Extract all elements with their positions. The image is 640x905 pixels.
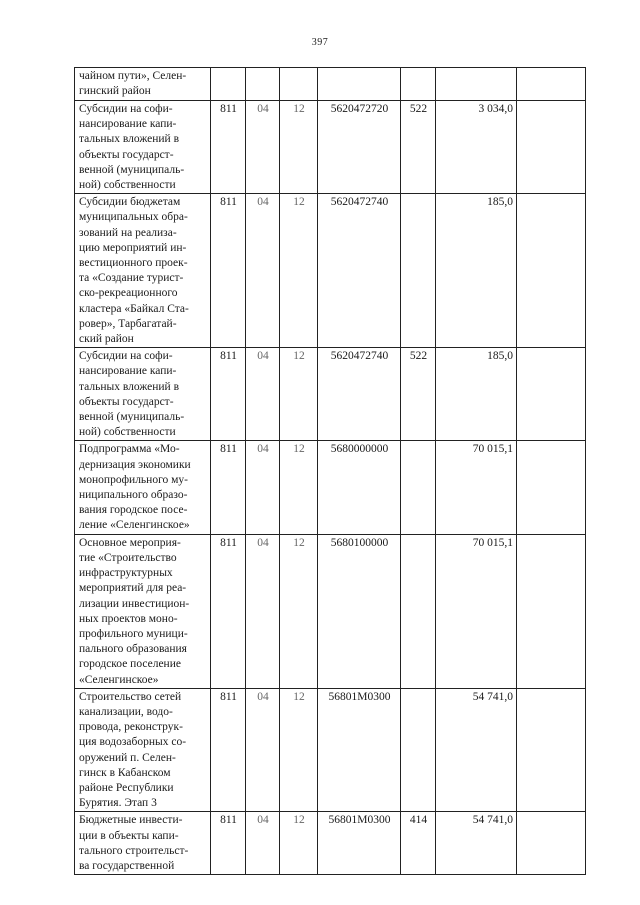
admin-code-cell: 811 xyxy=(211,348,246,441)
section-code-cell: 04 xyxy=(246,441,280,534)
amount-cell: 185,0 xyxy=(436,194,517,348)
row-name-cell: Основное мероприя- тие «Строительство инфраструктурных мероприятий для реа- лизации инвестицион- ных проектов моно- профильного муници- пального образования городское поселение «Селенгинское» xyxy=(75,534,211,688)
page-number: 397 xyxy=(311,37,329,48)
section-code-cell xyxy=(246,68,280,101)
section-code-cell: 04 xyxy=(246,101,280,194)
target-article-cell: 56801M0300 xyxy=(318,688,401,812)
expense-type-cell xyxy=(401,534,436,688)
expense-type-cell xyxy=(401,688,436,812)
amount-cell: 70 015,1 xyxy=(436,441,517,534)
table-row xyxy=(75,68,586,101)
table-row xyxy=(75,534,586,688)
table-row xyxy=(75,348,586,441)
budget-table xyxy=(74,67,586,875)
table-row xyxy=(75,688,586,812)
extra-cell xyxy=(517,101,586,194)
section-code-cell: 04 xyxy=(246,534,280,688)
subsection-code-cell: 12 xyxy=(280,441,318,534)
target-article-cell: 56801M0300 xyxy=(318,812,401,875)
extra-cell xyxy=(517,534,586,688)
amount-cell: 54 741,0 xyxy=(436,688,517,812)
extra-cell xyxy=(517,688,586,812)
expense-type-cell: 522 xyxy=(401,348,436,441)
subsection-code-cell: 12 xyxy=(280,534,318,688)
row-name-cell: Субсидии бюджетам муниципальных обра- зований на реализа- цию мероприятий ин- вестиционного проек- та «Создание турист- ско-рекреационного кластера «Байкал Ста- ровер», Тарбагатай- ский район xyxy=(75,194,211,348)
amount-cell: 54 741,0 xyxy=(436,812,517,875)
subsection-code-cell: 12 xyxy=(280,812,318,875)
admin-code-cell: 811 xyxy=(211,534,246,688)
admin-code-cell: 811 xyxy=(211,441,246,534)
table-row xyxy=(75,812,586,875)
row-name-cell: Бюджетные инвести- ции в объекты капи- тального строительст- ва государственной xyxy=(75,812,211,875)
section-code-cell: 04 xyxy=(246,194,280,348)
expense-type-cell: 414 xyxy=(401,812,436,875)
amount-cell xyxy=(436,68,517,101)
target-article-cell xyxy=(318,68,401,101)
admin-code-cell: 811 xyxy=(211,812,246,875)
section-code-cell: 04 xyxy=(246,688,280,812)
table-row xyxy=(75,441,586,534)
row-name-cell: Субсидии на софи- нансирование капи- тальных вложений в объекты государст- венной (муниципаль- ной) собственности xyxy=(75,348,211,441)
target-article-cell: 5620472740 xyxy=(318,194,401,348)
extra-cell xyxy=(517,348,586,441)
expense-type-cell xyxy=(401,441,436,534)
section-code-cell: 04 xyxy=(246,812,280,875)
target-article-cell: 5620472740 xyxy=(318,348,401,441)
table-row xyxy=(75,101,586,194)
amount-cell: 3 034,0 xyxy=(436,101,517,194)
section-code-cell: 04 xyxy=(246,348,280,441)
subsection-code-cell: 12 xyxy=(280,688,318,812)
target-article-cell: 5620472720 xyxy=(318,101,401,194)
row-name-cell: чайном пути», Селен- гинский район xyxy=(75,68,211,101)
row-name-cell: Строительство сетей канализации, водо- провода, реконструк- ция водозаборных со- оружений п. Селен- гинск в Кабанском районе Республики Бурятия. Этап 3 xyxy=(75,688,211,812)
table-row xyxy=(75,194,586,348)
subsection-code-cell: 12 xyxy=(280,194,318,348)
extra-cell xyxy=(517,68,586,101)
expense-type-cell xyxy=(401,68,436,101)
target-article-cell: 5680000000 xyxy=(318,441,401,534)
row-name-cell: Субсидии на софи- нансирование капи- тальных вложений в объекты государст- венной (муниципаль- ной) собственности xyxy=(75,101,211,194)
extra-cell xyxy=(517,194,586,348)
admin-code-cell: 811 xyxy=(211,194,246,348)
subsection-code-cell: 12 xyxy=(280,101,318,194)
admin-code-cell xyxy=(211,68,246,101)
expense-type-cell: 522 xyxy=(401,101,436,194)
admin-code-cell: 811 xyxy=(211,101,246,194)
admin-code-cell: 811 xyxy=(211,688,246,812)
expense-type-cell xyxy=(401,194,436,348)
amount-cell: 70 015,1 xyxy=(436,534,517,688)
target-article-cell: 5680100000 xyxy=(318,534,401,688)
subsection-code-cell xyxy=(280,68,318,101)
amount-cell: 185,0 xyxy=(436,348,517,441)
row-name-cell: Подпрограмма «Мо- дернизация экономики монопрофильного му- ниципального образо- вания городское посе- ление «Селенгинское» xyxy=(75,441,211,534)
extra-cell xyxy=(517,441,586,534)
extra-cell xyxy=(517,812,586,875)
subsection-code-cell: 12 xyxy=(280,348,318,441)
